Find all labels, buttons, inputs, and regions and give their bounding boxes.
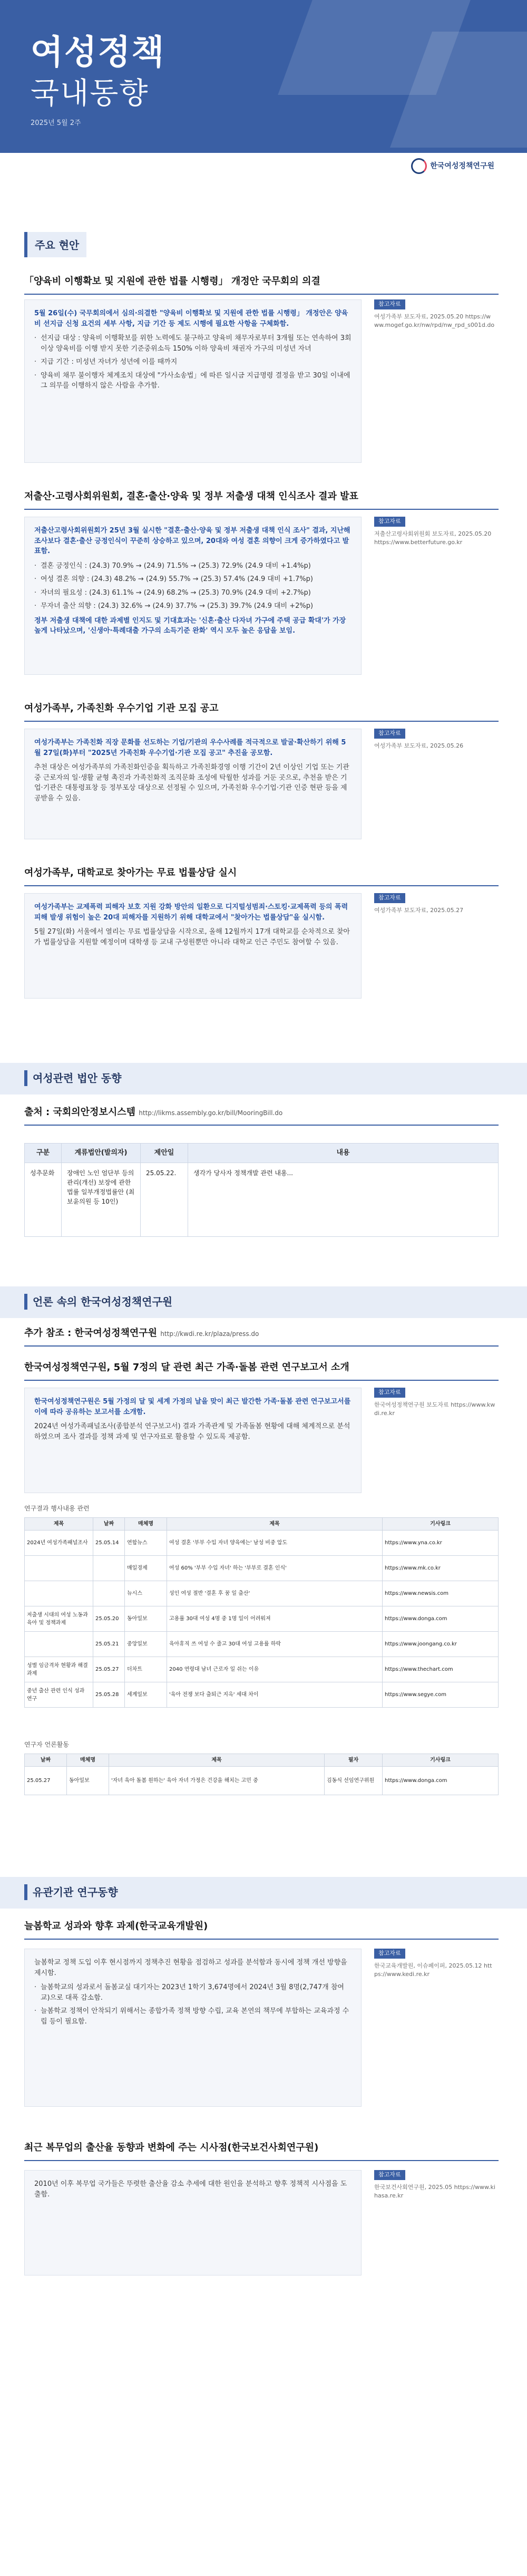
reference-side[interactable] — [374, 2170, 495, 2201]
list-item: · 무자녀 출산 의향 : (24.3) 32.6% → (24.9) 37.7% → (25.3) 39.7% (24.9 대비 +2%p) — [34, 601, 352, 612]
section-bar — [0, 1063, 527, 1095]
list-item: · 결혼 긍정인식 : (24.3) 70.9% → (24.9) 71.5% → (25.3) 72.9% (24.9 대비 +1.4%p) — [34, 561, 352, 572]
article-box — [24, 517, 362, 675]
table-cell: 2040 연령대 남녀 근로자 일 쉬는 이유 — [167, 1657, 383, 1682]
table-header: 기사링크 — [383, 1518, 499, 1531]
table-cell: 성인 여성 절반 '결혼 후 꿈 일 출산' — [167, 1581, 383, 1606]
reference-side[interactable] — [374, 1949, 495, 1979]
table-cell: 25.05.14 — [93, 1531, 125, 1556]
article-box — [24, 299, 362, 463]
table-cell: 성추문화 — [25, 1163, 62, 1236]
article-body: 2010년 이후 복무업 국가들은 뚜렷한 출산율 감소 추세에 대한 원인을 분석하고 향후 정책적 시사점을 도출함. — [34, 2180, 347, 2199]
source-line — [24, 1105, 499, 1126]
table-cell: 25.05.27 — [25, 1767, 67, 1795]
table-cell: 저출생 시대의 여성 노동과 육아 및 정책과제 — [25, 1606, 93, 1632]
table-cell: 생각가 당사자 정책개발 관련 내용... — [188, 1163, 499, 1236]
press-table — [24, 1517, 499, 1708]
article-lead: 여성가족부는 교제폭력 피해자 보호 지원 강화 방안의 일환으로 디지털성범죄·스토킹·교제폭력 등의 폭력피해 발생 위험이 높은 20대 피해자를 지원하기 위해 대학교에서 "찾아가는 법률상담"을 실시함. — [34, 903, 348, 922]
table-cell: 여성 결혼 '부부 수입 자녀 양육에는' 남성 비중 압도 — [167, 1531, 383, 1556]
article-lead: 정부 저출생 대책에 대한 과제별 인지도 및 기대효과는 '신혼·출산 다자녀 가구에 주택 공급 확대'가 가장 높게 나타났으며, '신생아·특례대출 가구의 소득기준 완화' 역시 모두 높은 응답을 보임. — [34, 616, 346, 635]
reference-tag: 참고자료 — [374, 1388, 405, 1398]
table-cell — [25, 1556, 93, 1581]
article-link[interactable]: https://www.yna.co.kr — [383, 1531, 499, 1556]
article-link[interactable]: https://www.joongang.co.kr — [383, 1632, 499, 1657]
table-header: 매체명 — [67, 1754, 109, 1767]
article-title: 「양육비 이행확보 및 지원에 관한 법률 시행령」 개정안 국무회의 의결 — [24, 274, 499, 295]
article-link[interactable]: https://www.thechart.com — [383, 1657, 499, 1682]
article-box — [24, 1388, 362, 1493]
section-bar-title: 언론 속의 한국여성정책연구원 — [24, 1294, 172, 1310]
table-cell — [93, 1556, 125, 1581]
table-cell: 더차트 — [125, 1657, 167, 1682]
article-title: 여성가족부, 대학교로 찾아가는 무료 법률상담 실시 — [24, 866, 499, 886]
table-header: 제목 — [109, 1754, 325, 1767]
org-logo — [411, 158, 494, 174]
table-header: 날짜 — [93, 1518, 125, 1531]
table-cell: 25.05.22. — [141, 1163, 188, 1236]
table-row — [25, 1767, 499, 1795]
article-body: 늘봄학교 정책 도입 이후 현시점까지 정책추진 현황을 점검하고 성과를 분석함과 동시에 정책 개선 방향을 제시함. — [34, 1959, 347, 1977]
table-header: 내용 — [188, 1144, 499, 1163]
section-bar-title: 유관기관 연구동향 — [24, 1884, 118, 1900]
source-label: 출처 : 국회의안정보시스템 — [24, 1107, 135, 1118]
table-cell: 중년 출산 관련 인식 성과 연구 — [25, 1682, 93, 1708]
table-cell: 여성 60% '부부 수입 자녀' 하는 '부부로 결혼 인식' — [167, 1556, 383, 1581]
list-item: · 양육비 채무 불이행자 체계조치 대상에 "가사소송법」에 따른 일시금 지급명령 결정을 받고 30일 이내에 그 의무를 이행하지 않은 사람을 추가함. — [34, 371, 352, 391]
org-name: 한국여성정책연구원 — [430, 161, 494, 170]
table-cell: 뉴시스 — [125, 1581, 167, 1606]
reference-link[interactable]: 여성가족부 보도자료, 2025.05.26 — [374, 742, 464, 749]
source-url[interactable]: http://likms.assembly.go.kr/bill/MooringBill.do — [139, 1109, 283, 1117]
table-cell: 2024년 여성가족패널조사 — [25, 1531, 93, 1556]
reference-tag: 참고자료 — [374, 729, 405, 739]
table-header: 계류법안(발의자) — [62, 1144, 141, 1163]
article-link[interactable]: https://www.donga.com — [383, 1767, 499, 1795]
reference-tag: 참고자료 — [374, 517, 405, 527]
article-box — [24, 2170, 362, 2275]
list-item: · 자녀의 필요성 : (24.3) 61.1% → (24.9) 68.2% → (25.3) 70.9% (24.9 대비 +2.7%p) — [34, 588, 352, 598]
article-link[interactable]: https://www.newsis.com — [383, 1581, 499, 1606]
table-cell — [93, 1581, 125, 1606]
page-subtitle: 국내동향 — [31, 76, 149, 111]
article-title: 저출산·고령사회위원회, 결혼·출산·양육 및 정부 저출생 대책 인식조사 결과 발표 — [24, 489, 499, 510]
table-cell: 25.05.27 — [93, 1657, 125, 1682]
reference-side[interactable] — [374, 893, 495, 915]
source-url[interactable]: http://kwdi.re.kr/plaza/press.do — [160, 1330, 259, 1338]
table-cell: 25.05.28 — [93, 1682, 125, 1708]
law-table — [24, 1143, 499, 1237]
table-cell: '자녀 육아 돌봄 원하는' 육아 자녀 가정은 건강을 해치는 고민 중 — [109, 1767, 325, 1795]
reference-side[interactable] — [374, 729, 495, 750]
issue-date: 2025년 5월 2주 — [31, 119, 81, 127]
table-header: 매체명 — [125, 1518, 167, 1531]
reference-link[interactable]: 한국여성정책연구원 보도자료 https://www.kwdi.re.kr — [374, 1401, 495, 1417]
table-header: 필자 — [325, 1754, 383, 1767]
table-cell — [25, 1632, 93, 1657]
table-cell: 연합뉴스 — [125, 1531, 167, 1556]
reference-link[interactable]: 여성가족부 보도자료, 2025.05.20 https://www.mogef.go.kr/nw/rpd/nw_rpd_s001d.do — [374, 313, 495, 328]
table-cell: 25.05.20 — [93, 1606, 125, 1632]
article-title: 최근 복무업의 출산율 동향과 변화에 주는 시사점(한국보건사회연구원) — [24, 2141, 499, 2161]
article-body: 2024년 여성가족패널조사(종합분석 연구보고서) 결과 가족관계 및 가족돌봄 현황에 대해 체계적으로 분석하였으며 조사 결과를 정책 과제 및 연구자료로 활용할 수 있도록 제공함. — [34, 1422, 350, 1441]
table-header: 제목 — [167, 1518, 383, 1531]
table-row — [25, 1556, 499, 1581]
article-link[interactable]: https://www.donga.com — [383, 1606, 499, 1632]
reference-link[interactable]: 저출산고령사회위원회 보도자료, 2025.05.20 https://www.betterfuture.go.kr — [374, 530, 492, 546]
article-box — [24, 1949, 362, 2107]
list-item: · 늘봄학교의 성과로서 돌봄교실 대기자는 2023년 1학기 3,674명에서 2024년 3월 8명(2,747개 참여교)으로 대폭 감소함. — [34, 1982, 352, 2003]
table-caption: 연구자 언론활동 — [24, 1741, 69, 1748]
table-header: 기사링크 — [383, 1754, 499, 1767]
article-link[interactable]: https://www.segye.com — [383, 1682, 499, 1708]
article-lead: 5월 26일(수) 국무회의에서 심의·의결한 "양육비 이행확보 및 지원에 관한 법률 시행령」 개정안은 양육비 선지급 신청 요건의 세부 사항, 지급 기간 등 제도 시행에 필요한 사항을 구체화함. — [34, 309, 348, 328]
article-title: 늘봄학교 성과와 향후 과제(한국교육개발원) — [24, 1919, 499, 1940]
article-body: 5월 27일(화) 서울에서 열리는 무료 법률상담을 시작으로, 올해 12월까지 17개 대학교를 순차적으로 찾아가 법률상담을 지원할 예정이며 대학생 등 교내 구성원뿐만 아니라 대학교 인근 주민도 참여할 수 있음. — [34, 928, 350, 946]
article-lead: 저출산고령사회위원회가 25년 3월 실시한 "결혼·출산·양육 및 정부 저출생 대책 인식 조사" 결과, 지난해 조사보다 결혼·출산 긍정인식이 꾸준히 상승하고 있으며, 20대와 여성 결혼 의향이 크게 증가하였다고 발표함. — [34, 527, 350, 555]
reference-side[interactable] — [374, 299, 495, 330]
table-cell: 육아휴직 쓰 여성 수 줄고 30대 여성 고용률 하락 — [167, 1632, 383, 1657]
table-row — [25, 1632, 499, 1657]
section-bar — [0, 1286, 527, 1318]
logo-icon — [411, 158, 427, 174]
table-row — [25, 1657, 499, 1682]
reference-link[interactable]: 여성가족부 보도자료, 2025.05.27 — [374, 906, 464, 914]
list-item: · 늘봄학교 정책이 안착되기 위해서는 종합가족 정책 방향 수립, 교육 본연의 책무에 부합하는 교육과정 수립 등이 필요함. — [34, 2006, 352, 2027]
list-item: · 여성 결혼 의향 : (24.3) 48.2% → (24.9) 55.7% → (25.3) 57.4% (24.9 대비 +1.7%p) — [34, 574, 352, 585]
section-bar — [0, 1877, 527, 1909]
table-caption: 연구결과 행사내용 관련 — [24, 1505, 90, 1512]
section-pill: 주요 현안 — [24, 232, 86, 257]
table-cell: 성별 임금격차 현황과 해결 과제 — [25, 1657, 93, 1682]
page-title: 여성정책 — [31, 33, 165, 72]
article-title: 여성가족부, 가족친화 우수기업 기관 모집 공고 — [24, 701, 499, 722]
reference-link[interactable]: 한국교육개발원, 이슈페이퍼, 2025.05.12 https://www.kedi.re.kr — [374, 1962, 492, 1978]
reference-tag: 참고자료 — [374, 2170, 405, 2180]
researcher-table — [24, 1754, 499, 1795]
source-line — [24, 1326, 499, 1347]
reference-tag: 참고자료 — [374, 893, 405, 903]
reference-tag: 참고자료 — [374, 1949, 405, 1959]
reference-side[interactable] — [374, 517, 495, 547]
article-lead: 한국여성정책연구원은 5월 가정의 달 및 세계 가정의 날을 맞이 최근 발간한 가족·돌봄 관련 연구보고서를 이에 따라 공유하는 보고서를 소개함. — [34, 1398, 351, 1416]
table-header: 날짜 — [25, 1754, 67, 1767]
article-body: 추천 대상은 여성가족부의 가족친화인증을 획득하고 가족친화경영 이행 기간이 2년 이상인 기업 또는 기관 중 근로자의 일·생활 균형 촉진과 가족친화적 조직문화 조성에 탁월한 성과를 거둔 곳으로, 추천을 받은 기업·기관은 대통령표창 등 정부포상 대상으로 선정될 수 있으며, 가족친화 우수기업·기관 인증 현판 등을 제공받을 수 있음. — [34, 763, 349, 802]
table-header: 구분 — [25, 1144, 62, 1163]
table-cell: 고용률 30대 여성 4명 중 1명 일이 어려워져 — [167, 1606, 383, 1632]
table-cell: 장애인 노인 엄단부 등의 관리(개선) 보장에 관한 법률 일부개정법률안 (최보윤의원 등 10인) — [62, 1163, 141, 1236]
table-row — [25, 1682, 499, 1708]
reference-tag: 참고자료 — [374, 299, 405, 309]
source-label: 추가 참조 : 한국여성정책연구원 — [24, 1328, 158, 1339]
table-cell: 25.05.21 — [93, 1632, 125, 1657]
table-cell: 매일경제 — [125, 1556, 167, 1581]
table-cell: 동아일보 — [67, 1767, 109, 1795]
table-row — [25, 1581, 499, 1606]
article-lead: 여성가족부는 가족친화 직장 문화를 선도하는 기업/기관의 우수사례를 적극적으로 발굴·확산하기 위해 5월 27일(화)부터 "2025년 가족친화 우수기업·기관 모집 공고" 추진을 공모함. — [34, 739, 346, 757]
table-cell — [25, 1581, 93, 1606]
reference-side[interactable] — [374, 1388, 495, 1418]
table-row — [25, 1531, 499, 1556]
article-link[interactable]: https://www.mk.co.kr — [383, 1556, 499, 1581]
table-cell: 중앙일보 — [125, 1632, 167, 1657]
table-cell: 세계일보 — [125, 1682, 167, 1708]
section-bar-title: 여성관련 법안 동향 — [24, 1070, 122, 1086]
table-cell: '육아 전쟁 보다 출퇴근 지옥' 세대 차이 — [167, 1682, 383, 1708]
reference-link[interactable]: 한국보건사회연구원, 2025.05 https://www.kihasa.re.kr — [374, 2183, 495, 2199]
table-cell: 김동식 선임연구위원 — [325, 1767, 383, 1795]
table-row — [25, 1606, 499, 1632]
hero-banner — [0, 0, 527, 211]
list-item: · 선지급 대상 : 양육비 이행확보를 위한 노력에도 불구하고 양육비 채무자로부터 3개월 또는 연속하여 3회 이상 양육비를 이행 받지 못한 기준중위소득 150% 이하 양육비 채권자 가구의 미성년 자녀 — [34, 333, 352, 354]
article-box — [24, 729, 362, 839]
article-box — [24, 893, 362, 999]
table-cell: 동아일보 — [125, 1606, 167, 1632]
table-header: 제목 — [25, 1518, 93, 1531]
list-item: · 지급 기간 : 미성년 자녀가 성년에 이를 때까지 — [34, 357, 352, 367]
article-title: 한국여성정책연구원, 5월 7정의 달 관련 최근 가족·돌봄 관련 연구보고서 소개 — [24, 1360, 499, 1381]
table-header: 제안일 — [141, 1144, 188, 1163]
